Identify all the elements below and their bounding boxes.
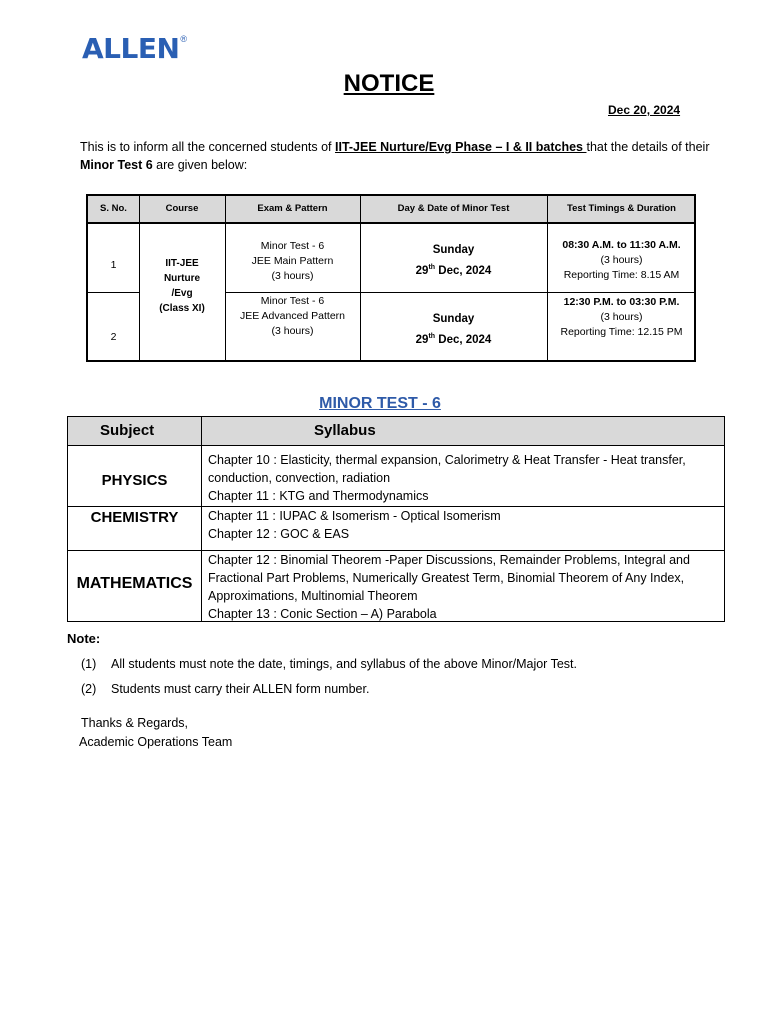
row-2-exam (225, 294, 360, 339)
syllabus-line: Approximations, Multinomial Theorem (208, 589, 418, 603)
row-2-duration: (3 hours) (600, 311, 643, 323)
header-subject: Subject (100, 422, 155, 439)
notice-date: Dec 20, 2024 (608, 103, 681, 117)
note-text: All students must note the date, timings, and syllabus of the above Minor/Major Test. (111, 657, 577, 671)
header-sno: S. No. (100, 203, 127, 214)
subject-mathematics: MATHEMATICS (76, 575, 193, 592)
syllabus-line: Chapter 13 : Conic Section – A) Parabola (208, 607, 437, 621)
syllabus-line: Chapter 12 : Binomial Theorem -Paper Discussions, Remainder Problems, Integral and (208, 553, 690, 567)
course-line: Nurture (163, 273, 201, 284)
course-line: (Class XI) (159, 303, 205, 314)
syllabus-line: Chapter 12 : GOC & EAS (208, 527, 350, 541)
row-divider (88, 292, 139, 293)
row-1-date-line (360, 259, 547, 280)
row-divider (225, 292, 694, 293)
intro-text: are given below: (152, 158, 248, 172)
note-number: (1) (81, 657, 97, 671)
note-text: Students must carry their ALLEN form number. (111, 682, 370, 696)
row-2-date (360, 310, 547, 349)
row-1-duration: (3 hours) (600, 254, 643, 266)
date-suffix: th (428, 264, 436, 271)
intro-paragraph (80, 138, 725, 174)
row-1-date (360, 241, 547, 280)
header-syllabus: Syllabus (314, 422, 376, 439)
syllabus-line: Chapter 10 : Elasticity, thermal expansion, Calorimetry & Heat Transfer - Heat transfer, (208, 453, 686, 467)
syllabus-line: Fractional Part Problems, Numerically Greatest Term, Binomial Theorem of Any Index, (208, 571, 685, 585)
minor-test-heading: MINOR TEST - 6 (319, 395, 441, 412)
row-2-date-line (360, 328, 547, 349)
logo-wordmark: ALLEN (82, 32, 180, 65)
row-2-timings (547, 295, 696, 340)
exam-line: JEE Advanced Pattern (239, 310, 346, 322)
syllabus-table (67, 416, 725, 622)
registered-mark: ® (180, 34, 188, 44)
note-label: Note: (67, 631, 101, 646)
syllabus-line: conduction, convection, radiation (208, 471, 391, 485)
subject-physics: PHYSICS (101, 472, 168, 489)
row-1-day: Sunday (432, 244, 475, 256)
date-rest: Dec, 2024 (435, 264, 492, 277)
course-line: /Evg (171, 288, 193, 299)
schedule-table (86, 194, 696, 362)
header-exam: Exam & Pattern (257, 203, 328, 214)
notice-title: NOTICE (343, 70, 435, 97)
header-course: Course (165, 203, 199, 214)
syllabus-line: Chapter 11 : IUPAC & Isomerism - Optical Isomerism (208, 509, 501, 523)
row-1-reporting: Reporting Time: 8.15 AM (563, 269, 680, 281)
note-number: (2) (81, 682, 97, 696)
allen-logo (82, 32, 187, 66)
exam-line: Minor Test - 6 (260, 240, 325, 252)
signoff-thanks: Thanks & Regards, (81, 716, 188, 730)
row-1-sno: 1 (110, 259, 117, 271)
row-2-sno: 2 (110, 331, 117, 343)
subject-chemistry: CHEMISTRY (90, 509, 179, 526)
date-day: 29 (415, 264, 429, 277)
date-suffix: th (428, 333, 436, 340)
intro-test-name: Minor Test 6 (80, 158, 153, 172)
course-line: IIT-JEE (165, 258, 199, 269)
row-1-time: 08:30 A.M. to 11:30 A.M. (562, 239, 681, 251)
signoff-team: Academic Operations Team (79, 735, 233, 749)
exam-line: JEE Main Pattern (251, 255, 334, 267)
mathematics-syllabus (208, 551, 718, 623)
row-1-timings (547, 238, 696, 283)
syllabus-header-row (68, 417, 724, 446)
date-rest: Dec, 2024 (435, 333, 492, 346)
syllabus-line: Chapter 11 : KTG and Thermodynamics (208, 489, 429, 503)
exam-line: Minor Test - 6 (260, 295, 325, 307)
intro-batches: IIT-JEE Nurture/Evg Phase – I & II batches (335, 140, 587, 154)
header-timings: Test Timings & Duration (567, 203, 676, 214)
intro-text: This is to inform all the concerned students of (80, 140, 335, 154)
exam-line: (3 hours) (271, 270, 314, 282)
row-2-reporting: Reporting Time: 12.15 PM (560, 326, 683, 338)
column-divider (201, 417, 202, 621)
row-2-time: 12:30 P.M. to 03:30 P.M. (563, 296, 680, 308)
date-day: 29 (415, 333, 429, 346)
exam-line: (3 hours) (271, 325, 314, 337)
course-cell (139, 256, 225, 316)
row-2-day: Sunday (432, 313, 475, 325)
physics-syllabus (208, 451, 718, 505)
intro-text: that the details of their (586, 140, 710, 154)
chemistry-syllabus (208, 507, 718, 543)
row-1-exam (225, 239, 360, 284)
header-date: Day & Date of Minor Test (397, 203, 510, 214)
